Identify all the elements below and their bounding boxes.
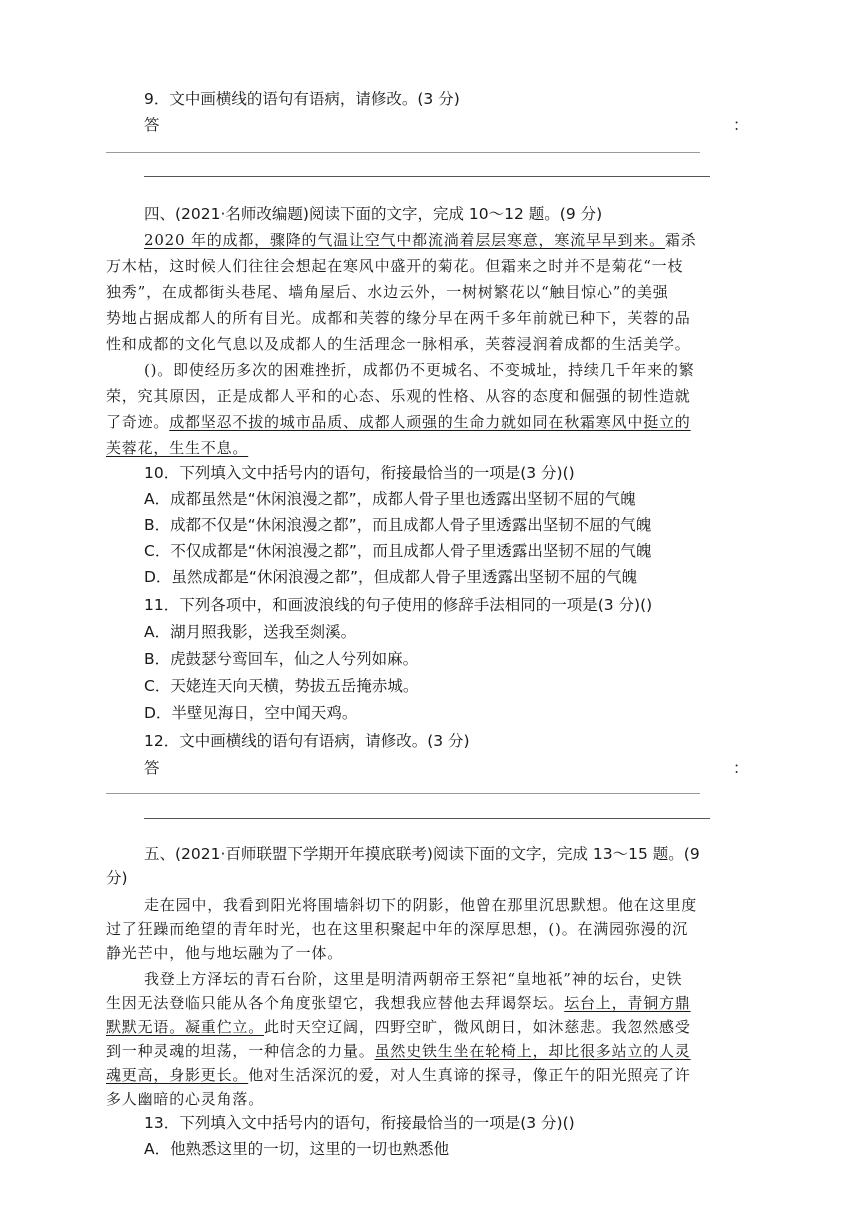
answer-line-2 [144,818,710,819]
passage-5-line: 魂更高，身影更长。他对生活深沉的爱，对人生真谛的探寻，像正午的阳光照亮了许 [106,1066,691,1084]
passage-4-line: 荣，究其原因，正是成都人平和的心态、乐观的性格、从容的态度和倔强的韧性造就 [106,387,691,405]
passage-5-line: 静光芒中，他与地坛融为了一体。 [106,944,344,962]
option-b: B．虎鼓瑟兮鸾回车，仙之人兮列如麻。 [144,650,419,668]
option-a: A．湖月照我影，送我至剡溪。 [144,623,357,641]
answer-line-1 [106,152,700,153]
passage-5-line: 到一种灵魂的坦荡，一种信念的力量。虽然史铁生坐在轮椅上，却比很多站立的人灵 [106,1042,691,1060]
option-a: A．他熟悉这里的一切，这里的一切也熟悉他 [144,1140,450,1158]
question-12: 12．文中画横线的语句有语病，请修改。(3 分) [144,732,470,750]
answer-label: 答 [144,759,160,777]
option-c: C．天姥连天向天横，势拔五岳掩赤城。 [144,677,419,695]
passage-4-line: 万木枯，这时候人们往往会想起在寒风中盛开的菊花。但霜来之时并不是菊花“一枝 [106,257,684,275]
answer-line-2 [144,176,710,177]
answer-label: 答 [144,116,160,134]
underlined-sentence: 坛台上，青铜方鼎 [564,994,691,1012]
option-b: B．成都不仅是“休闲浪漫之都”，而且成都人骨子里透露出坚韧不屈的气魄 [144,516,652,534]
passage-4-line: 2020 年的成都，骤降的气温让空气中都流淌着层层寒意，寒流早早到来。霜杀 [144,231,697,249]
passage-4-line: 势地占据成都人的所有目光。成都和芙蓉的缘分早在两千多年前就已种下，芙蓉的品 [106,309,691,327]
section-4-heading: 四、(2021·名师改编题)阅读下面的文字，完成 10～12 题。(9 分) [144,205,603,223]
option-d: D．半壁见海日，空中闻天鸡。 [144,704,358,722]
answer-colon: ： [733,116,749,134]
question-10: 10．下列填入文中括号内的语句，衔接最恰当的一项是(3 分)() [144,464,575,482]
question-13: 13．下列填入文中括号内的语句，衔接最恰当的一项是(3 分)() [144,1114,575,1132]
passage-5-line: 我登上方泽坛的青石台阶，这里是明清两朝帝王祭祀“皇地祇”神的坛台，史铁 [144,970,683,988]
underlined-sentence: 默默无语。凝重伫立。 [106,1018,265,1036]
passage-5-line: 默默无语。凝重伫立。此时天空辽阔，四野空旷，微风朗日，如沐慈悲。我忽然感受 [106,1018,691,1036]
option-c: C．不仅成都是“休闲浪漫之都”，而且成都人骨子里透露出坚韧不屈的气魄 [144,542,652,560]
underlined-sentence: 魂更高，身影更长。 [106,1066,249,1084]
answer-line-1 [106,793,700,794]
answer-colon: ： [733,759,749,777]
passage-5-line: 生因无法登临只能从各个角度张望它，我想我应替他去拜谒祭坛。坛台上，青铜方鼎 [106,994,691,1012]
passage-5-line: 多人幽暗的心灵角落。 [106,1090,265,1108]
passage-4-line: 独秀”，在成都街头巷尾、墙角屋后、水边云外，一树树繁花以“触目惊心”的美强 [106,283,669,301]
underlined-sentence: 成都坚忍不拔的城市品质、成都人顽强的生命力就如同在秋霜寒风中挺立的 [169,413,691,431]
passage-5-line: 走在园中，我看到阳光将围墙斜切下的阴影，他曾在那里沉思默想。他在这里度 [144,896,698,914]
question-9: 9．文中画横线的语句有语病，请修改。(3 分) [144,90,460,108]
underlined-sentence: 2020 年的成都，骤降的气温让空气中都流淌着层层寒意，寒流早早到来。 [144,231,665,249]
passage-4-line: 了奇迹。成都坚忍不拔的城市品质、成都人顽强的生命力就如同在秋霜寒风中挺立的 [106,413,691,431]
option-d: D．虽然成都是“休闲浪漫之都”，但成都人骨子里透露出坚韧不屈的气魄 [144,568,637,586]
section-5-heading-cont: 分) [106,869,128,887]
question-11: 11．下列各项中，和画波浪线的句子使用的修辞手法相同的一项是(3 分)() [144,596,653,614]
section-5-heading: 五、(2021·百师联盟下学期开年摸底联考)阅读下面的文字，完成 13～15 题。(9 [144,845,700,863]
underlined-sentence: 虽然史铁生坐在轮椅上，却比很多站立的人灵 [374,1042,691,1060]
passage-4-line: 性和成都的文化气息以及成都人的生活理念一脉相承，芙蓉浸润着成都的生活美学。 [106,335,691,353]
passage-5-line: 过了狂躁而绝望的青年时光，也在这里积聚起中年的深厚思想，()。在满园弥漫的沉 [106,920,689,938]
option-a: A．成都虽然是“休闲浪漫之都”，成都人骨子里也透露出坚韧不屈的气魄 [144,490,636,508]
passage-4-line [106,438,248,458]
underlined-sentence: 芙蓉花，生生不息。 [106,439,249,457]
passage-4-line: ()。即使经历多次的困难挫折，成都仍不更城名、不变城址，持续几千年来的繁 [144,361,695,379]
